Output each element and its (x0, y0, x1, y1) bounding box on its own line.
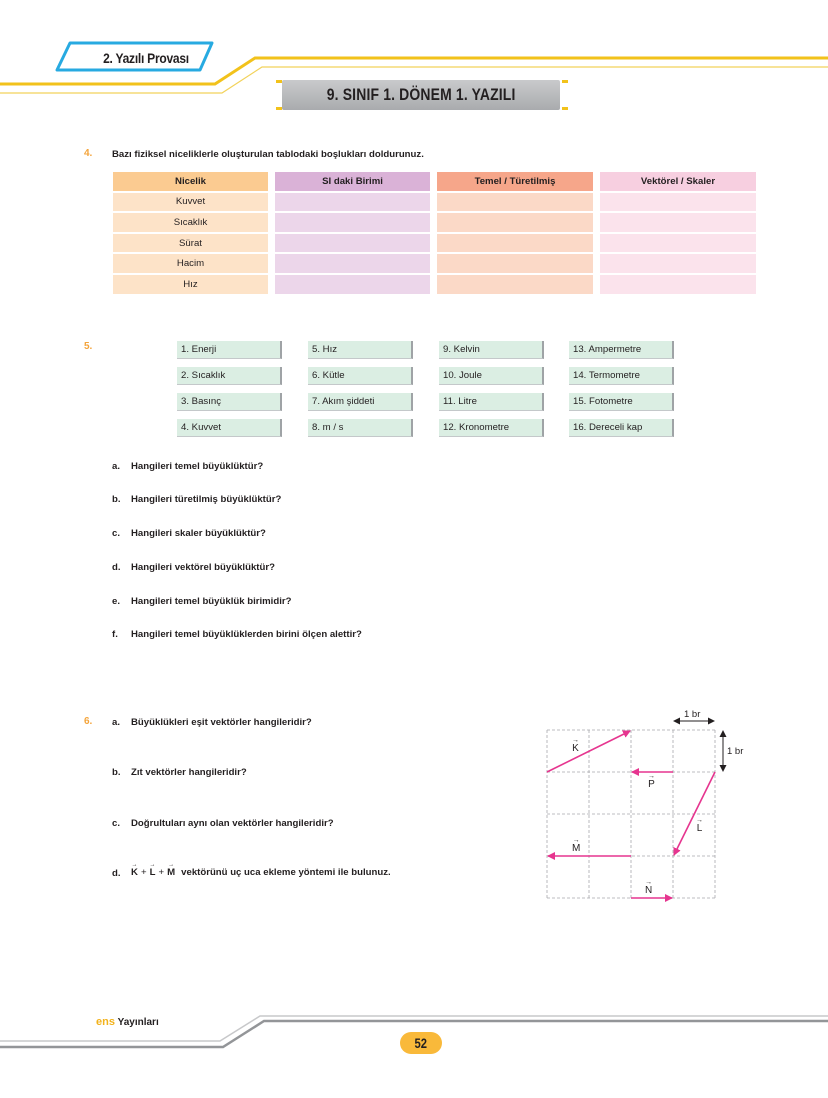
vector-k-label: → K (572, 737, 579, 754)
question-6d-text: vektörünü uç uca ekleme yöntemi ile bulunuz. (181, 867, 391, 878)
question-5f-letter: f. (112, 629, 118, 640)
table-answer-cell[interactable] (600, 254, 756, 273)
table-header: Vektörel / Skaler (600, 172, 756, 191)
question-5e-text: Hangileri temel büyüklük birimidir? (131, 596, 292, 607)
question-4-prompt: Bazı fiziksel niceliklerle oluşturulan tablodaki boşlukları doldurunuz. (112, 149, 424, 160)
vector-k (547, 731, 630, 772)
question-5f-text: Hangileri temel büyüklüklerden birini ölçen alettir? (131, 629, 362, 640)
table-column-vector-scalar (600, 172, 756, 294)
option-box: 13. Ampermetre (569, 341, 674, 359)
table-cell: Sıcaklık (113, 213, 268, 232)
exam-title-bar (282, 80, 560, 110)
question-5d-text: Hangileri vektörel büyüklüktür? (131, 562, 275, 573)
dashed-grid (547, 730, 715, 898)
question-6a-letter: a. (112, 717, 121, 728)
exam-title: 9. SINIF 1. DÖNEM 1. YAZILI (326, 85, 516, 104)
unit-label-vertical: 1 br (727, 746, 744, 757)
table-answer-cell[interactable] (437, 275, 593, 294)
page-number: 52 (414, 1035, 428, 1051)
question-6a-text: Büyüklükleri eşit vektörler hangileridir? (131, 717, 312, 728)
option-box: 2. Sıcaklık (177, 367, 282, 385)
title-cap-right (562, 80, 568, 110)
table-answer-cell[interactable] (600, 234, 756, 253)
table-cell: Sürat (113, 234, 268, 253)
table-answer-cell[interactable] (600, 275, 756, 294)
question-6-number: 6. (84, 716, 93, 727)
table-cell: Hız (113, 275, 268, 294)
option-box: 10. Joule (439, 367, 544, 385)
option-box: 16. Dereceli kap (569, 419, 674, 437)
page-number-badge (400, 1032, 442, 1054)
table-answer-cell[interactable] (275, 254, 430, 273)
table-header: Nicelik (113, 172, 268, 191)
option-box: 12. Kronometre (439, 419, 544, 437)
option-box: 9. Kelvin (439, 341, 544, 359)
question-5d-letter: d. (112, 562, 121, 573)
publisher-logo (96, 1016, 159, 1028)
table-column-si-unit (275, 172, 430, 294)
option-box: 3. Basınç (177, 393, 282, 411)
table-column-base-derived (437, 172, 593, 294)
table-answer-cell[interactable] (275, 275, 430, 294)
question-5c-letter: c. (112, 528, 121, 539)
table-answer-cell[interactable] (437, 254, 593, 273)
question-6d-letter: d. (112, 868, 121, 879)
publisher-name: Yayınları (117, 1017, 159, 1028)
table-answer-cell[interactable] (600, 193, 756, 212)
option-box: 15. Fotometre (569, 393, 674, 411)
plus-sign: + (158, 867, 165, 878)
question-5e-letter: e. (112, 596, 121, 607)
option-box: 14. Termometre (569, 367, 674, 385)
question-5a-text: Hangileri temel büyüklüktür? (131, 461, 264, 472)
question-6b-letter: b. (112, 767, 121, 778)
vector-k-symbol: → K (131, 862, 138, 878)
quantities-table (113, 172, 756, 294)
table-header: Temel / Türetilmiş (437, 172, 593, 191)
option-box: 5. Hız (308, 341, 413, 359)
question-6c-text: Doğrultuları aynı olan vektörler hangileridir? (131, 818, 334, 829)
option-box: 6. Kütle (308, 367, 413, 385)
table-header: SI daki Birimi (275, 172, 430, 191)
table-answer-cell[interactable] (275, 213, 430, 232)
title-cap-left (276, 80, 282, 110)
table-answer-cell[interactable] (437, 213, 593, 232)
question-5b-letter: b. (112, 494, 121, 505)
table-cell: Kuvvet (113, 193, 268, 212)
question-6d-expression (131, 863, 391, 878)
vector-l (674, 772, 715, 855)
table-answer-cell[interactable] (600, 213, 756, 232)
plus-sign: + (140, 867, 147, 878)
publisher-mark: ens (96, 1016, 115, 1028)
section-tab-label: 2. Yazılı Provası (103, 50, 189, 66)
option-box: 7. Akım şiddeti (308, 393, 413, 411)
option-box: 4. Kuvvet (177, 419, 282, 437)
table-cell: Hacim (113, 254, 268, 273)
vector-m-symbol: → M (167, 862, 176, 878)
question-5c-text: Hangileri skaler büyüklüktür? (131, 528, 266, 539)
table-answer-cell[interactable] (437, 234, 593, 253)
option-box: 11. Litre (439, 393, 544, 411)
unit-label-horizontal: 1 br (684, 709, 701, 720)
question-5b-text: Hangileri türetilmiş büyüklüktür? (131, 494, 282, 505)
vector-l-symbol: → L (149, 862, 156, 878)
option-box: 1. Enerji (177, 341, 282, 359)
vector-p-label: → P (648, 773, 655, 790)
table-column-quantity (113, 172, 268, 294)
vector-n-label: → N (645, 879, 653, 896)
option-box: 8. m / s (308, 419, 413, 437)
question-5-number: 5. (84, 341, 93, 352)
question-5a-letter: a. (112, 461, 121, 472)
table-answer-cell[interactable] (437, 193, 593, 212)
vector-l-label: → L (696, 817, 703, 834)
vector-m-label: → M (572, 837, 581, 854)
table-answer-cell[interactable] (275, 234, 430, 253)
table-answer-cell[interactable] (275, 193, 430, 212)
question-6c-letter: c. (112, 818, 121, 829)
question-6b-text: Zıt vektörler hangileridir? (131, 767, 247, 778)
question-4-number: 4. (84, 148, 93, 159)
